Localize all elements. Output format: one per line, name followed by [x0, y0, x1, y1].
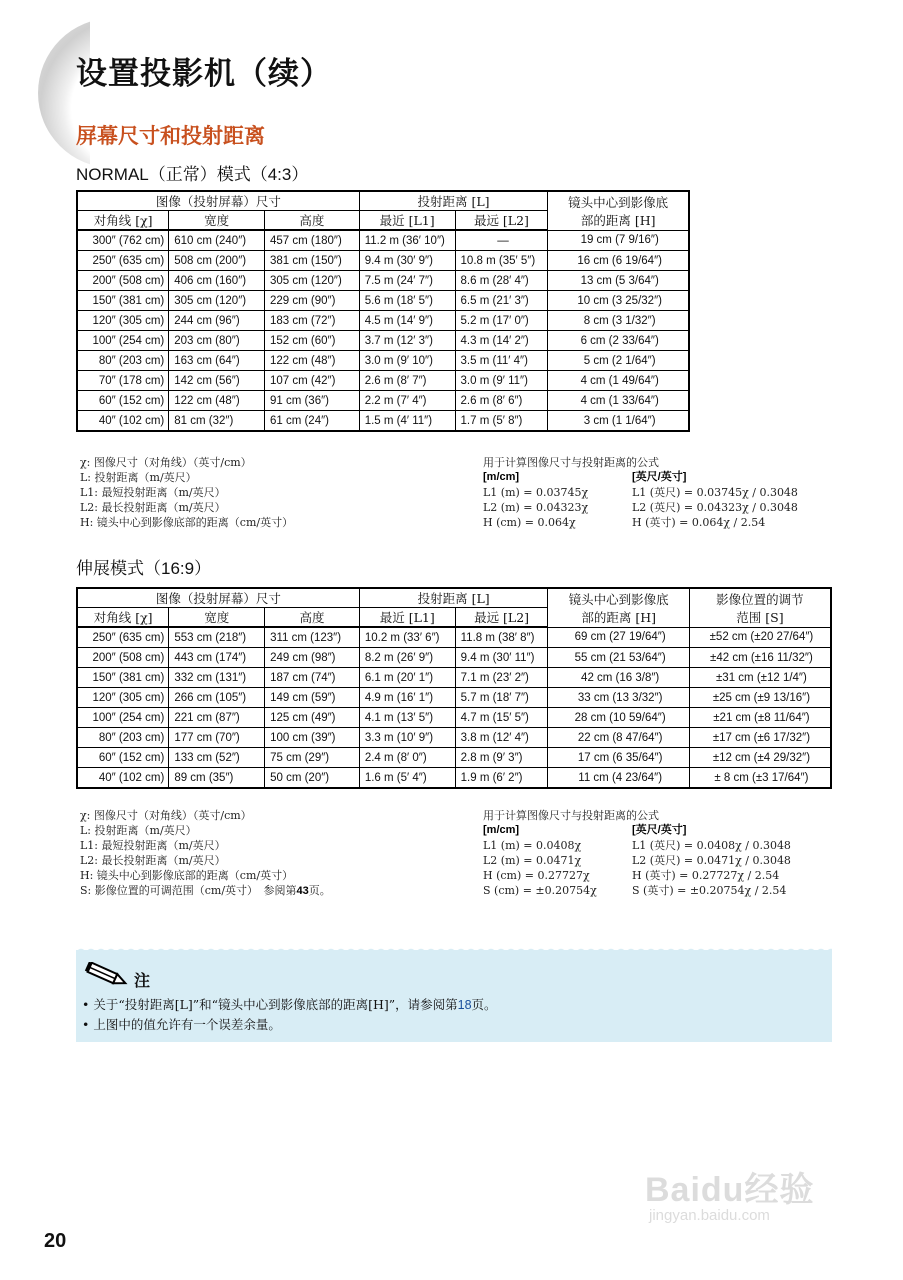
- table-cell: 42 cm (16 3/8″): [548, 668, 689, 688]
- header-min-distance: 最近 [L1]: [359, 211, 455, 231]
- normal-legend: [80, 455, 293, 530]
- table-cell: 1.9 m (6′ 2″): [455, 768, 548, 789]
- table-cell: ±31 cm (±12 1/4″): [689, 668, 831, 688]
- table-cell: 249 cm (98″): [265, 648, 360, 668]
- table-cell: 17 cm (6 35/64″): [548, 748, 689, 768]
- table-cell: 120″ (305 cm): [77, 311, 169, 331]
- header-height: 高度: [265, 608, 360, 628]
- table-cell: 8.6 m (28′ 4″): [455, 271, 548, 291]
- table-cell: 7.5 m (24′ 7″): [359, 271, 455, 291]
- table-cell: ±42 cm (±16 11/32″): [689, 648, 831, 668]
- formula-line: H (cm) = 0.064χ: [483, 516, 576, 529]
- table-cell: 3.3 m (10′ 9″): [359, 728, 455, 748]
- table-cell: 22 cm (8 47/64″): [548, 728, 689, 748]
- legend-line: H: 镜头中心到影像底部的距离（cm/英寸）: [80, 869, 294, 882]
- table-cell: 80″ (203 cm): [77, 728, 169, 748]
- table-cell: 4.9 m (16′ 1″): [359, 688, 455, 708]
- section-heading: 屏幕尺寸和投射距离: [76, 124, 265, 148]
- table-cell: 5.6 m (18′ 5″): [359, 291, 455, 311]
- table-cell: 229 cm (90″): [264, 291, 359, 311]
- table-cell: ±17 cm (±6 17/32″): [689, 728, 831, 748]
- watermark-brand: Baidu经验: [645, 1171, 815, 1209]
- table-cell: 2.6 m (8′ 7″): [359, 371, 455, 391]
- legend-line: χ: 图像尺寸（对角线）（英寸/cm）: [80, 456, 252, 469]
- table-row: [77, 251, 689, 271]
- table-cell: 107 cm (42″): [264, 371, 359, 391]
- table-row: [77, 291, 689, 311]
- table-cell: 81 cm (32″): [169, 411, 265, 432]
- metric-label: [m/cm]: [483, 824, 520, 836]
- table-cell: 4 cm (1 49/64″): [548, 371, 689, 391]
- table-cell: 610 cm (240″): [169, 230, 265, 251]
- table-cell: 16 cm (6 19/64″): [548, 251, 689, 271]
- table-row: [77, 708, 831, 728]
- legend-line: L1: 最短投射距离（m/英尺）: [80, 486, 226, 499]
- note-title: 注: [134, 971, 151, 990]
- baidu-watermark: [645, 1162, 814, 1224]
- table-cell: 381 cm (150″): [264, 251, 359, 271]
- normal-formula-imperial: [632, 470, 798, 530]
- table-cell: 120″ (305 cm): [77, 688, 169, 708]
- table-cell: 203 cm (80″): [169, 331, 265, 351]
- header-lens-line1: 镜头中心到影像底: [568, 591, 669, 607]
- note-line1-prefix: • 关于“投射距离[L]”和“镜头中心到影像底部的距离[H]”，请参阅第: [82, 997, 458, 1012]
- table-cell: 3.8 m (12′ 4″): [455, 728, 548, 748]
- page-number: 20: [44, 1230, 67, 1252]
- formula-line: L2 (英尺) = 0.04323χ / 0.3048: [632, 501, 798, 514]
- table-row: [77, 271, 689, 291]
- table-cell: ±25 cm (±9 13/16″): [689, 688, 831, 708]
- legend-line-s: [80, 883, 331, 899]
- table-cell: —: [455, 230, 548, 251]
- header-projection-distance: 投射距离 [L]: [359, 191, 548, 211]
- stretch-formula-metric: [483, 823, 597, 898]
- table-cell: 4.3 m (14′ 2″): [455, 331, 548, 351]
- imperial-label: [英尺/英寸]: [632, 471, 687, 483]
- table-cell: 10.8 m (35′ 5″): [455, 251, 548, 271]
- note-line-1: [82, 995, 497, 1013]
- table-cell: 19 cm (7 9/16″): [548, 230, 689, 251]
- formula-line: L2 (英尺) = 0.0471χ / 0.3048: [632, 854, 791, 867]
- table-cell: 3 cm (1 1/64″): [548, 411, 689, 432]
- metric-label: [m/cm]: [483, 471, 520, 483]
- table-cell: 100 cm (39″): [265, 728, 360, 748]
- normal-formula-title: 用于计算图像尺寸与投射距离的公式: [483, 456, 659, 469]
- table-cell: 177 cm (70″): [169, 728, 265, 748]
- header-lens-line2: 部的距离 [H]: [581, 609, 656, 625]
- header-shift-line1: 影像位置的调节: [716, 591, 804, 607]
- table-cell: 200″ (508 cm): [77, 648, 169, 668]
- legend-s-suffix: 页。: [308, 884, 331, 897]
- table-cell: 244 cm (96″): [169, 311, 265, 331]
- table-cell: 61 cm (24″): [264, 411, 359, 432]
- table-row: [77, 371, 689, 391]
- table-cell: 8.2 m (26′ 9″): [359, 648, 455, 668]
- table-cell: 4 cm (1 33/64″): [548, 391, 689, 411]
- table-cell: 150″ (381 cm): [77, 291, 169, 311]
- table-cell: 3.7 m (12′ 3″): [359, 331, 455, 351]
- table-cell: 1.5 m (4′ 11″): [359, 411, 455, 432]
- table-cell: 5.7 m (18′ 7″): [455, 688, 548, 708]
- table-cell: 122 cm (48″): [264, 351, 359, 371]
- table-cell: 332 cm (131″): [169, 668, 265, 688]
- watermark-url: jingyan.baidu.com: [649, 1207, 770, 1224]
- table-row: [77, 411, 689, 432]
- table-cell: ±52 cm (±20 27/64″): [689, 627, 831, 648]
- table-cell: 142 cm (56″): [169, 371, 265, 391]
- table-cell: 13 cm (5 3/64″): [548, 271, 689, 291]
- header-lens-line2: 部的距离 [H]: [580, 212, 656, 228]
- table-cell: 443 cm (174″): [169, 648, 265, 668]
- formula-line: H (英寸) = 0.27727χ / 2.54: [632, 869, 780, 882]
- table-cell: 133 cm (52″): [169, 748, 265, 768]
- header-projection-distance: 投射距离 [L]: [359, 588, 548, 608]
- table-cell: 457 cm (180″): [264, 230, 359, 251]
- table-cell: 150″ (381 cm): [77, 668, 169, 688]
- table-cell: 2.6 m (8′ 6″): [455, 391, 548, 411]
- table-row: [77, 230, 689, 251]
- table-cell: 266 cm (105″): [169, 688, 265, 708]
- header-min-distance: 最近 [L1]: [359, 608, 455, 628]
- table-cell: 40″ (102 cm): [77, 768, 169, 789]
- imperial-label: [英尺/英寸]: [632, 824, 687, 836]
- table-cell: 200″ (508 cm): [77, 271, 169, 291]
- header-height: 高度: [264, 211, 359, 231]
- legend-line: L: 投射距离（m/英尺）: [80, 824, 197, 837]
- header-shift-range: [689, 588, 831, 627]
- table-cell: 3.0 m (9′ 10″): [359, 351, 455, 371]
- table-cell: 305 cm (120″): [264, 271, 359, 291]
- header-image-size: 图像（投射屏幕）尺寸: [77, 191, 359, 211]
- header-lens-distance: [548, 588, 689, 627]
- header-diagonal: 对角线 [χ]: [77, 608, 169, 628]
- note-line-2: • 上图中的值允许有一个误差余量。: [82, 1017, 281, 1032]
- table-cell: 10 cm (3 25/32″): [548, 291, 689, 311]
- table-cell: 69 cm (27 19/64″): [548, 627, 689, 648]
- legend-s-prefix: S: 影像位置的可调范围（cm/英寸） 参阅第: [80, 884, 297, 897]
- table-cell: 89 cm (35″): [169, 768, 265, 789]
- normal-mode-title: NORMAL（正常）模式（4:3）: [76, 165, 309, 184]
- table-cell: 149 cm (59″): [265, 688, 360, 708]
- table-cell: 28 cm (10 59/64″): [548, 708, 689, 728]
- table-cell: 7.1 m (23′ 2″): [455, 668, 548, 688]
- table-cell: 70″ (178 cm): [77, 371, 169, 391]
- table-cell: 508 cm (200″): [169, 251, 265, 271]
- table-cell: 5 cm (2 1/64″): [548, 351, 689, 371]
- table-cell: 250″ (635 cm): [77, 627, 169, 648]
- table-cell: 4.5 m (14′ 9″): [359, 311, 455, 331]
- page-title: 设置投影机（续）: [76, 56, 332, 92]
- legend-line: L: 投射距离（m/英尺）: [80, 471, 197, 484]
- table-cell: 100″ (254 cm): [77, 708, 169, 728]
- header-lens-distance: [548, 191, 689, 230]
- table-row: [77, 728, 831, 748]
- table-cell: 6.1 m (20′ 1″): [359, 668, 455, 688]
- table-cell: 553 cm (218″): [169, 627, 265, 648]
- table-cell: 6 cm (2 33/64″): [548, 331, 689, 351]
- table-cell: 5.2 m (17′ 0″): [455, 311, 548, 331]
- page-link-18[interactable]: 18: [457, 998, 472, 1012]
- table-cell: 183 cm (72″): [264, 311, 359, 331]
- legend-line: L1: 最短投射距离（m/英尺）: [80, 839, 226, 852]
- formula-line: H (cm) = 0.27727χ: [483, 869, 590, 882]
- formula-line: S (英寸) = ±0.20754χ / 2.54: [632, 884, 787, 897]
- table-row: [77, 331, 689, 351]
- table-cell: ±21 cm (±8 11/64″): [689, 708, 831, 728]
- table-cell: 100″ (254 cm): [77, 331, 169, 351]
- table-cell: 8 cm (3 1/32″): [548, 311, 689, 331]
- table-cell: 11 cm (4 23/64″): [548, 768, 689, 789]
- normal-formula-metric: [483, 470, 588, 530]
- formula-line: L2 (m) = 0.04323χ: [483, 501, 589, 514]
- table-row: [77, 351, 689, 371]
- table-cell: ± 8 cm (±3 17/64″): [689, 768, 831, 789]
- table-cell: 163 cm (64″): [169, 351, 265, 371]
- table-cell: 4.1 m (13′ 5″): [359, 708, 455, 728]
- table-cell: 55 cm (21 53/64″): [548, 648, 689, 668]
- table-row: [77, 391, 689, 411]
- legend-line: L2: 最长投射距离（m/英尺）: [80, 501, 226, 514]
- stretch-mode-title: 伸展模式（16:9）: [76, 559, 212, 578]
- normal-mode-table: [76, 190, 690, 432]
- table-cell: 60″ (152 cm): [77, 748, 169, 768]
- legend-line: H: 镜头中心到影像底部的距离（cm/英寸）: [80, 516, 294, 529]
- table-cell: 10.2 m (33′ 6″): [359, 627, 455, 648]
- pencil-icon: [84, 962, 130, 988]
- table-cell: 187 cm (74″): [265, 668, 360, 688]
- formula-line: L1 (m) = 0.03745χ: [483, 486, 589, 499]
- table-row: [77, 768, 831, 789]
- stretch-formula-title: 用于计算图像尺寸与投射距离的公式: [483, 809, 659, 822]
- header-max-distance: 最远 [L2]: [455, 608, 548, 628]
- table-cell: 406 cm (160″): [169, 271, 265, 291]
- stretch-mode-table: [76, 587, 832, 789]
- table-cell: 40″ (102 cm): [77, 411, 169, 432]
- formula-line: S (cm) = ±0.20754χ: [483, 884, 597, 897]
- table-cell: 152 cm (60″): [264, 331, 359, 351]
- table-cell: 2.8 m (9′ 3″): [455, 748, 548, 768]
- table-cell: 91 cm (36″): [264, 391, 359, 411]
- table-row: [77, 748, 831, 768]
- table-row: [77, 627, 831, 648]
- header-lens-line1: 镜头中心到影像底: [568, 194, 669, 210]
- table-cell: 50 cm (20″): [265, 768, 360, 789]
- table-cell: 11.2 m (36′ 10″): [359, 230, 455, 251]
- table-cell: 122 cm (48″): [169, 391, 265, 411]
- stretch-legend: [80, 808, 331, 899]
- table-row: [77, 688, 831, 708]
- legend-line: χ: 图像尺寸（对角线）（英寸/cm）: [80, 809, 252, 822]
- table-cell: 9.4 m (30′ 11″): [455, 648, 548, 668]
- header-image-size: 图像（投射屏幕）尺寸: [77, 588, 359, 608]
- formula-line: L1 (英尺) = 0.03745χ / 0.3048: [632, 486, 798, 499]
- table-cell: 9.4 m (30′ 9″): [359, 251, 455, 271]
- table-cell: 1.7 m (5′ 8″): [455, 411, 548, 432]
- table-row: [77, 668, 831, 688]
- header-width: 宽度: [169, 608, 265, 628]
- table-cell: 6.5 m (21′ 3″): [455, 291, 548, 311]
- legend-line: L2: 最长投射距离（m/英尺）: [80, 854, 226, 867]
- table-cell: 1.6 m (5′ 4″): [359, 768, 455, 789]
- formula-line: L2 (m) = 0.0471χ: [483, 854, 582, 867]
- table-cell: 75 cm (29″): [265, 748, 360, 768]
- formula-line: L1 (m) = 0.0408χ: [483, 839, 582, 852]
- header-width: 宽度: [169, 211, 265, 231]
- note-line1-suffix: 页。: [471, 997, 497, 1012]
- table-cell: 11.8 m (38′ 8″): [455, 627, 548, 648]
- table-row: [77, 311, 689, 331]
- table-cell: 3.0 m (9′ 11″): [455, 371, 548, 391]
- page-link-43[interactable]: 43: [296, 885, 309, 897]
- table-cell: 2.2 m (7′ 4″): [359, 391, 455, 411]
- header-shift-line2: 范围 [S]: [736, 609, 784, 625]
- stretch-formula-imperial: [632, 823, 791, 898]
- table-cell: 305 cm (120″): [169, 291, 265, 311]
- table-cell: 125 cm (49″): [265, 708, 360, 728]
- table-cell: 80″ (203 cm): [77, 351, 169, 371]
- table-cell: ±12 cm (±4 29/32″): [689, 748, 831, 768]
- header-diagonal: 对角线 [χ]: [77, 211, 169, 231]
- table-cell: 250″ (635 cm): [77, 251, 169, 271]
- table-cell: 60″ (152 cm): [77, 391, 169, 411]
- table-row: [77, 648, 831, 668]
- table-cell: 3.5 m (11′ 4″): [455, 351, 548, 371]
- formula-line: L1 (英尺) = 0.0408χ / 0.3048: [632, 839, 791, 852]
- formula-line: H (英寸) = 0.064χ / 2.54: [632, 516, 766, 529]
- table-cell: 221 cm (87″): [169, 708, 265, 728]
- table-cell: 311 cm (123″): [265, 627, 360, 648]
- table-cell: 2.4 m (8′ 0″): [359, 748, 455, 768]
- header-max-distance: 最远 [L2]: [455, 211, 548, 231]
- corner-arc-mask: [90, 18, 210, 178]
- table-cell: 33 cm (13 3/32″): [548, 688, 689, 708]
- table-cell: 300″ (762 cm): [77, 230, 169, 251]
- table-cell: 4.7 m (15′ 5″): [455, 708, 548, 728]
